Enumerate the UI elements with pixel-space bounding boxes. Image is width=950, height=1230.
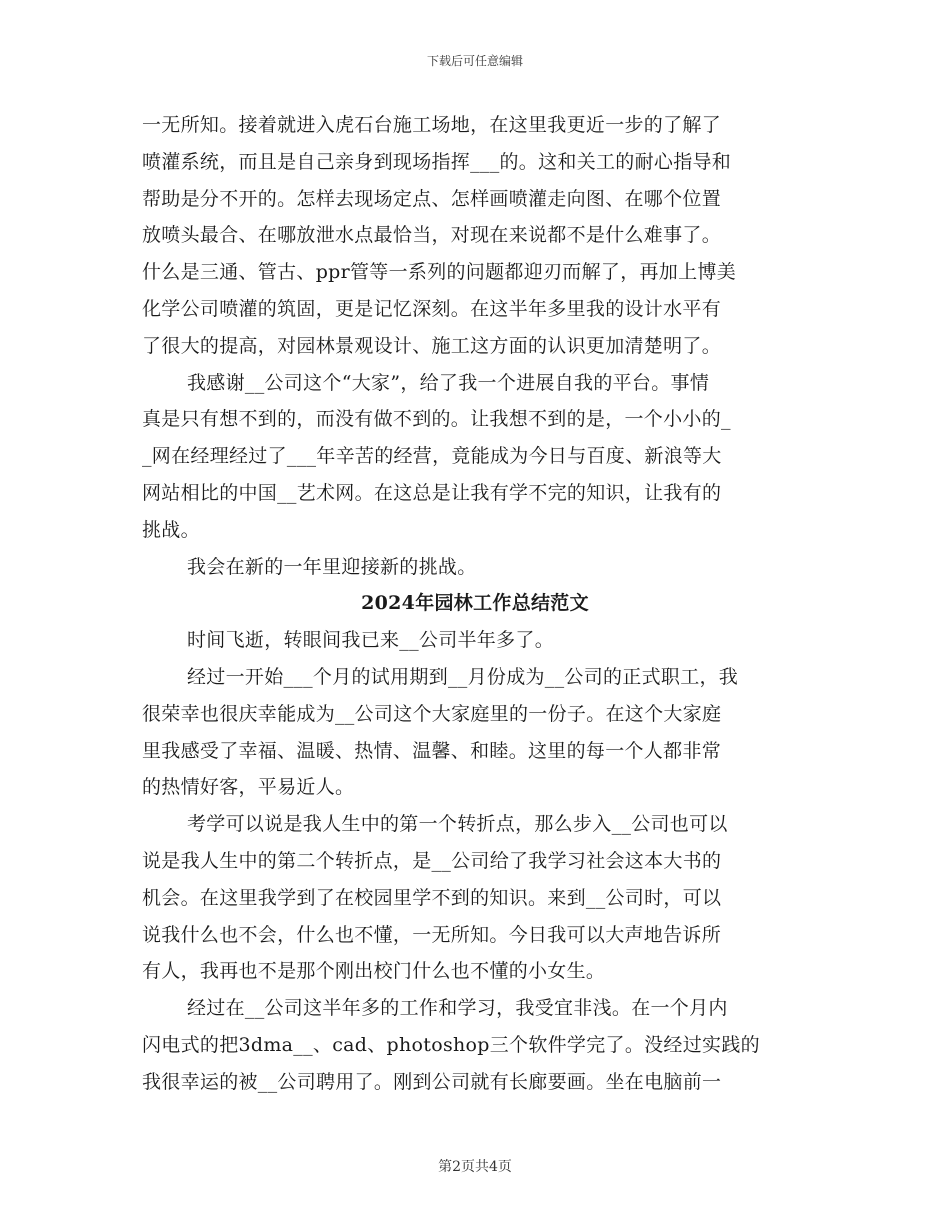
text-line: 经过在__公司这半年多的工作和学习，我受宜非浅。在一个月内 <box>187 997 728 1020</box>
text-line: 有人，我再也不是那个刚出校门什么也不懂的小女生。 <box>142 960 606 983</box>
section-title: 2024年园林工作总结范文 <box>361 592 589 615</box>
text-line: 里我感受了幸福、温暖、热情、温馨、和睦。这里的每一个人都非常 <box>142 739 722 762</box>
page-header: 下载后可任意编辑 <box>426 54 523 68</box>
text-line: 化学公司喷灌的筑固，更是记忆深刻。在这半年多里我的设计水平有 <box>142 297 722 320</box>
text-line: 喷灌系统，而且是自己亲身到现场指挥___的。这和关工的耐心指导和 <box>142 150 732 173</box>
document-body <box>142 107 808 1101</box>
text-line: 闪电式的把3dma__、cad、photoshop三个软件学完了。没经过实践的 <box>142 1033 760 1056</box>
text-line: 挑战。 <box>142 518 200 541</box>
text-line: 放喷头最合、在哪放泄水点最恰当，对现在来说都不是什么难事了。 <box>142 224 722 247</box>
text-line: 一无所知。接着就进入虎石台施工场地，在这里我更近一步的了解了 <box>142 114 722 136</box>
page-footer: 第2页共4页 <box>438 1159 512 1175</box>
text-line: 说我什么也不会，什么也不懂，一无所知。今日我可以大声地告诉所 <box>142 923 722 946</box>
text-line: 我感谢__公司这个“大家”，给了我一个进展自我的平台。事情 <box>187 371 710 394</box>
text-line: 什么是三通、管古、ppr管等一系列的问题都迎刃而解了，再加上博美 <box>142 261 737 284</box>
text-line: 机会。在这里我学到了在校园里学不到的知识。来到__公司时，可以 <box>142 886 722 909</box>
text-line: 考学可以说是我人生中的第一个转折点，那么步入__公司也可以 <box>187 813 728 836</box>
text-line: 很荣幸也很庆幸能成为__公司这个大家庭里的一份子。在这个大家庭 <box>142 702 722 725</box>
text-line: 真是只有想不到的，而没有做不到的。让我想不到的是，一个小小的_ <box>142 408 731 431</box>
text-line: 帮助是分不开的。怎样去现场定点、怎样画喷灌走向图、在哪个位置 <box>142 187 722 210</box>
text-line: 我会在新的一年里迎接新的挑战。 <box>187 555 477 578</box>
text-line: 经过一开始___个月的试用期到__月份成为__公司的正式职工，我 <box>187 665 739 688</box>
text-line: 了很大的提高，对园林景观设计、施工这方面的认识更加清楚明了。 <box>142 334 722 357</box>
text-line: _网在经理经过了___年辛苦的经营，竟能成为今日与百度、新浪等大 <box>142 445 722 468</box>
text-line: 网站相比的中国__艺术网。在这总是让我有学不完的知识，让我有的 <box>142 481 722 504</box>
text-line: 时间飞逝，转眼间我已来__公司半年多了。 <box>187 629 555 652</box>
text-line: 说是我人生中的第二个转折点，是__公司给了我学习社会这本大书的 <box>142 849 722 872</box>
text-line: 我很幸运的被__公司聘用了。刚到公司就有长廊要画。坐在电脑前一 <box>142 1070 722 1093</box>
text-line: 的热情好客，平易近人。 <box>142 776 355 799</box>
